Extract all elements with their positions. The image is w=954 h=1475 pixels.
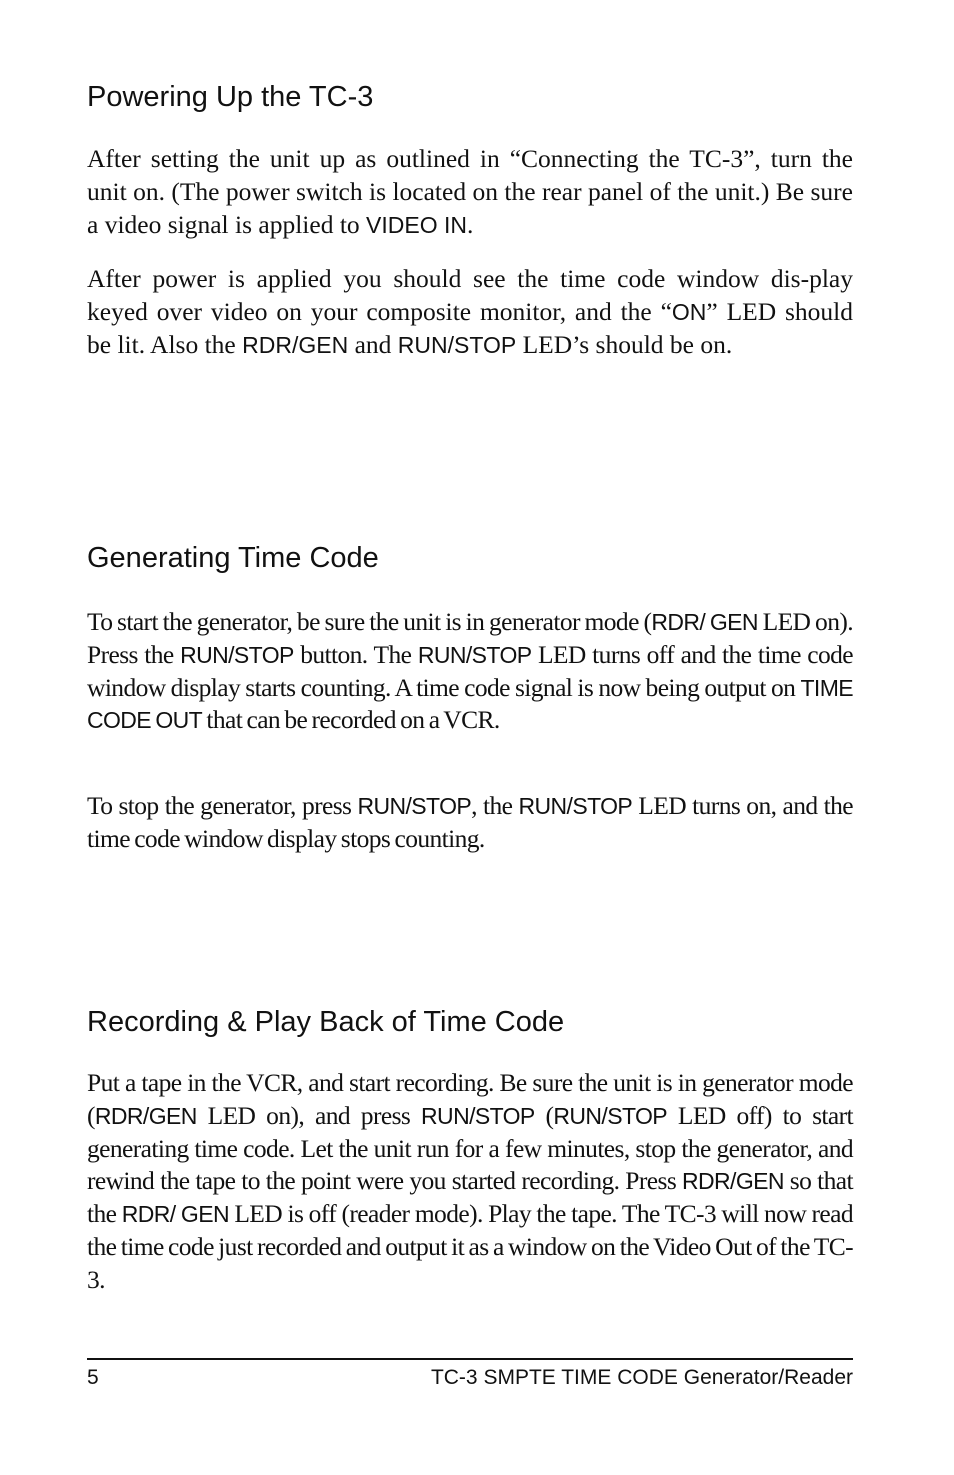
control-label: RUN/STOP — [180, 641, 294, 668]
paragraph: After power is applied you should see the time code window dis-play keyed over video on your composite monitor, and the “ON” LED should be lit. Also the RDR/GEN and RUN/STOP LED’s should be on. — [87, 264, 853, 359]
control-label: RUN/STOP — [357, 793, 472, 819]
control-label: TIME CODE OUT — [87, 674, 853, 734]
control-label: RUN/STOP — [397, 331, 517, 358]
page-number: 5 — [87, 1366, 99, 1389]
section-heading-recording: Recording & Play Back of Time Code — [87, 1006, 565, 1038]
section-heading-powering-up: Powering Up the TC-3 — [87, 81, 374, 113]
control-label: RUN/STOP — [417, 641, 532, 668]
control-label: RUN/STOP — [518, 793, 633, 819]
control-label: RDR/GEN — [682, 1168, 784, 1195]
footer-divider — [87, 1358, 853, 1360]
control-label: VIDEO IN — [366, 211, 467, 238]
control-label: RDR/GEN — [94, 1102, 197, 1129]
control-label: RUN/STOP — [553, 1102, 668, 1129]
control-label: RDR/ GEN — [121, 1201, 229, 1228]
control-label: RUN/STOP — [421, 1102, 535, 1129]
paragraph: Put a tape in the VCR, and start recording. Be sure the unit is in generator mode (RDR/GEN LED on), and press RUN/STOP (RUN/STOP LED off) to start generating time code. Let the unit run for a few minutes, stop the generator, and rewind the tape to the point were you started recording. Press RDR/GEN so that the RDR/ GEN LED is off (reader mode). Play the tape. The TC-3 will now read the time code just recorded and output it as a window on the Video Out of the TC-3. — [87, 1068, 853, 1294]
section-heading-generating: Generating Time Code — [87, 542, 379, 574]
control-label: ON — [671, 298, 707, 325]
paragraph: To stop the generator, press RUN/STOP, the RUN/STOP LED turns on, and the time code window display stops counting. — [87, 791, 854, 853]
paragraph: After setting the unit up as outlined in “Connecting the TC-3”, turn the unit on. (The power switch is located on the rear panel of the unit.) Be sure a video signal is applied to VIDEO IN. — [87, 144, 853, 239]
paragraph: To start the generator, be sure the unit is in generator mode (RDR/ GEN LED on). Press the RUN/STOP button. The RUN/STOP LED turns off and the time code window display starts counting. A time code signal is now being output on TIME CODE OUT that can be recorded on a VCR. — [87, 607, 854, 735]
control-label: RDR/GEN — [242, 331, 349, 358]
footer-title: TC-3 SMPTE TIME CODE Generator/Reader — [430, 1366, 853, 1389]
control-label: RDR/ GEN — [651, 609, 758, 635]
